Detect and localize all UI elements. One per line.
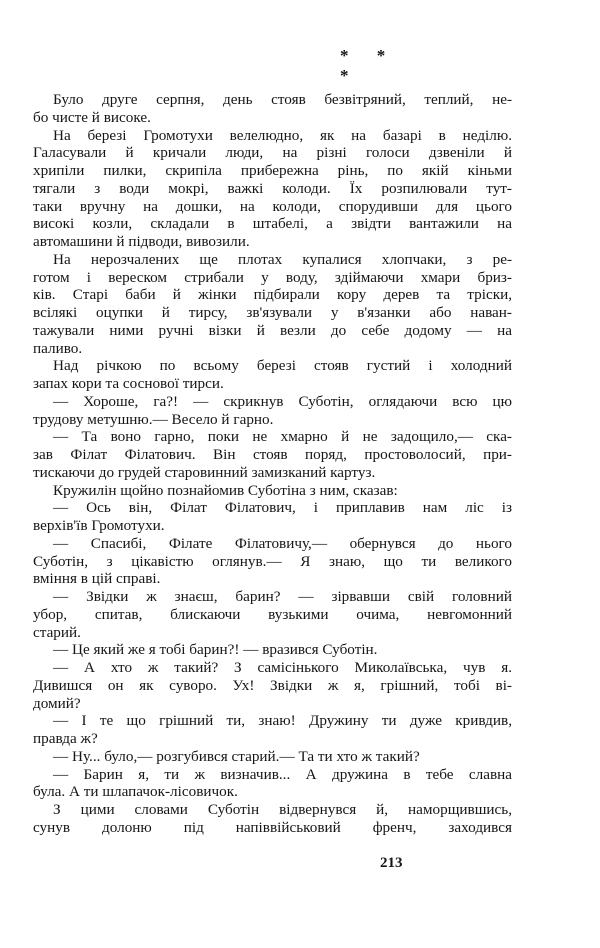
paragraph bbox=[33, 641, 512, 659]
text-line: правда ж? bbox=[33, 730, 98, 747]
paragraph bbox=[33, 428, 512, 481]
text-line: — Хороше, га?! — скрикнув Суботін, оглядаючи всю цю bbox=[53, 392, 512, 410]
text-line: — Це який же я тобі барин?! — вразився Суботін. bbox=[53, 641, 378, 659]
text-line: На березі Громотухи велелюдно, як на базарі в неділю. bbox=[53, 126, 512, 144]
page-number: 213 bbox=[380, 855, 403, 871]
text-line: Було друге серпня, день стояв безвітряний, теплий, не- bbox=[53, 91, 512, 108]
text-line: тажували ними ручні візки й везли до себе додому — на bbox=[33, 321, 512, 339]
paragraph bbox=[33, 251, 512, 358]
paragraph bbox=[33, 482, 512, 500]
text-line: готом і вереском стрибали у воду, здіймаючи хмари бриз- bbox=[33, 268, 512, 286]
paragraph bbox=[33, 712, 512, 748]
text-line: Суботін, з цікавістю оглянув.— Я знаю, що ти великого bbox=[33, 552, 512, 570]
text-line: паливо. bbox=[33, 339, 83, 357]
paragraph bbox=[33, 535, 512, 588]
paragraph bbox=[33, 801, 512, 837]
text-line: З цими словами Суботін відвернувся й, наморщившись, bbox=[53, 801, 512, 818]
paragraph bbox=[33, 659, 512, 712]
text-line: бо чисте й високе. bbox=[33, 108, 151, 126]
text-line: старий. bbox=[33, 623, 81, 641]
text-line: всілякі оцупки й тирсу, зв'язували у в'язанки або наван- bbox=[33, 304, 512, 321]
text-line: хрипіли пилки, скрипіла прибережна рінь, по якій кіньми bbox=[33, 162, 512, 179]
text-line: — Та воно гарно, поки не хмарно й не задощило,— ска- bbox=[53, 428, 512, 446]
paragraph bbox=[33, 766, 512, 802]
text-line: сунув долоню під напіввійськовий френч, заходився bbox=[33, 818, 512, 836]
paragraph bbox=[33, 499, 512, 535]
text-line: ків. Старі баби й жінки підбирали кору дерев та тріски, bbox=[33, 286, 512, 304]
text-line: — Спасибі, Філате Філатовичу,— обернувся до нього bbox=[53, 534, 512, 552]
text-line: Дивишся он як суворо. Ух! Звідки ж я, грішний, тобі ві- bbox=[33, 676, 512, 694]
text-line: зав Філат Філатович. Він стояв поряд, простоволосий, при- bbox=[33, 446, 512, 463]
paragraph bbox=[33, 393, 512, 429]
text-line: домий? bbox=[33, 694, 81, 712]
text-line: Галасували й кричали люди, на різні голоси дзвеніли й bbox=[33, 144, 512, 162]
text-line: трудову метушню.— Весело й гарно. bbox=[33, 410, 274, 428]
text-line: вміння в цій справі. bbox=[33, 570, 161, 588]
text-line: була. А ти шлапачок-лісовичок. bbox=[33, 783, 238, 801]
text-line: автомашини й підводи, вивозили. bbox=[33, 233, 250, 250]
text-line: На нерозчалених ще плотах купалися хлопчаки, з ре- bbox=[53, 250, 512, 268]
paragraph bbox=[33, 748, 512, 766]
text-line: верхів'їв Громотухи. bbox=[33, 517, 165, 534]
paragraph bbox=[33, 588, 512, 641]
text-line: — Ось він, Філат Філатович, і приплавив нам ліс із bbox=[53, 499, 512, 517]
text-line: — А хто ж такий? З самісінького Миколаївська, чув я. bbox=[53, 659, 512, 676]
paragraph bbox=[33, 91, 512, 127]
text-line: високі козли, складали в штабелі, а звідти вантажили на bbox=[33, 215, 512, 233]
text-line: — І те що грішний ти, знаю! Дружину ти дуже кривдив, bbox=[53, 712, 512, 730]
text-line: Над річкою по всьому березі стояв густий і холодний bbox=[53, 357, 512, 375]
text-line: Кружилін щойно познайомив Суботіна з ним, сказав: bbox=[53, 481, 398, 499]
text-line: тискаючи до грудей старовинний замизканий картуз. bbox=[33, 463, 376, 481]
section-break-asterisks: * * * bbox=[340, 46, 398, 85]
text-line: — Ну... було,— розгубився старий.— Та ти хто ж такий? bbox=[53, 747, 420, 765]
text-line: — Барин я, ти ж визначив... А дружина в тебе славна bbox=[53, 765, 512, 783]
text-line: — Звідки ж знаєш, барин? — зірвавши свій головний bbox=[53, 588, 512, 605]
text-line: тягали з води мокрі, важкі колоди. Їх розпилювали тут- bbox=[33, 179, 512, 197]
page-text-body bbox=[33, 91, 512, 837]
text-line: убор, спитав, блискаючи вузькими очима, невгомонний bbox=[33, 605, 512, 623]
paragraph bbox=[33, 357, 512, 393]
text-line: запах кори та соснової тирси. bbox=[33, 375, 224, 392]
paragraph bbox=[33, 127, 512, 251]
text-line: таки вручну на дошки, на колоди, спорудивши для цього bbox=[33, 197, 512, 215]
